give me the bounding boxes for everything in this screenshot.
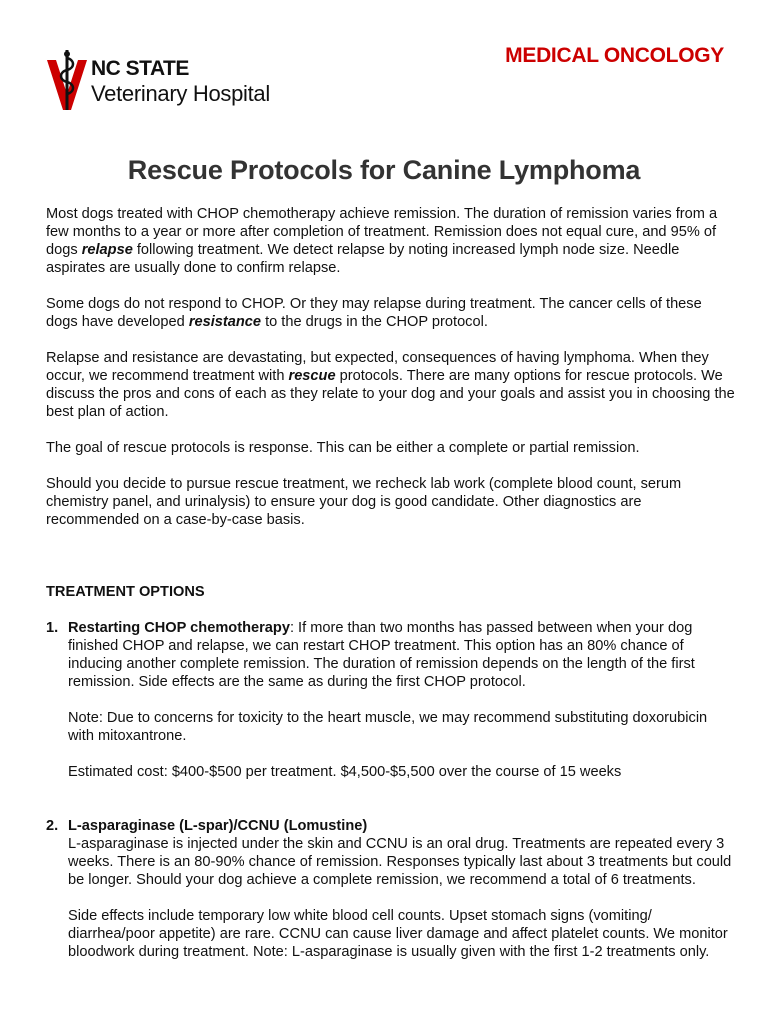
paragraph-relapse: Most dogs treated with CHOP chemotherapy achieve remission. The duration of remission varies from a few months to a year or more after completion of treatment. Remission does not equal cure, and 95% of dogs relapse following treatment. We detect relapse by noting increased lymph node size. Needle aspirates are usually done to confirm relapse. [46, 206, 718, 276]
emphasis-relapse: relapse [81, 242, 133, 258]
section-heading-treatment-options: TREATMENT OPTIONS [46, 584, 205, 600]
paragraph-rescue: Relapse and resistance are devastating, but expected, consequences of having lymphoma. When they occur, we recommend treatment with rescue protocols. There are many options for rescue protocols. We discuss the pros and cons of each as they relate to your dog and your goals and assist you in choosing the best plan of action. [46, 350, 735, 420]
emphasis-resistance: resistance [188, 314, 262, 330]
paragraph-recheck: Should you decide to pursue rescue treatment, we recheck lab work (complete blood count, serum chemistry panel, and urinalysis) to ensure your dog is good candidate. Other diagnostics are recommended on a case-by-case basis. [46, 476, 682, 528]
department-label: MEDICAL ONCOLOGY [505, 44, 724, 67]
treatment-item-2 [46, 817, 736, 961]
page-title: Rescue Protocols for Canine Lymphoma [127, 155, 641, 185]
treatment-2-description: L-asparaginase is injected under the skin and CCNU is an oral drug. Treatments are repeated every 3 weeks. There is an 80-90% chance of remission. Responses typically last about 3 treatments but could be longer. Should your dog achieve a complete remission, we recommend a total of 6 treatments. [68, 836, 732, 888]
treatment-1-note: Note: Due to concerns for toxicity to the heart muscle, we may recommend substituting doxorubicin with mitoxantrone. [68, 710, 708, 744]
list-number: 1. [46, 620, 59, 636]
paragraph-resistance: Some dogs do not respond to CHOP. Or they may relapse during treatment. The cancer cells of these dogs have developed resistance to the drugs in the CHOP protocol. [46, 296, 702, 330]
treatment-1-description: Restarting CHOP chemotherapy: If more than two months has passed between when your dog finished CHOP and relapse, we can restart CHOP treatment. This option has an 80% chance of inducing another complete remission. The duration of remission depends on the length of the first remission. Side effects are the same as during the first CHOP protocol. [68, 620, 695, 690]
logo-nc-state: NC STATE [91, 57, 189, 80]
logo-veterinary-hospital: Veterinary Hospital [91, 81, 270, 106]
paragraph-goal: The goal of rescue protocols is response. This can be either a complete or partial remission. [46, 440, 640, 456]
hospital-logo [45, 50, 285, 112]
emphasis-rescue: rescue [288, 368, 336, 384]
treatment-2-side-effects: Side effects include temporary low white blood cell counts. Upset stomach signs (vomiting/ diarrhea/poor appetite) are rare. CCNU can cause liver damage and affect platelet counts. We monitor bloodwork during treatment. Note: L-asparaginase is usually given with the first 1-2 treatments only. [68, 908, 728, 960]
list-number: 2. [46, 818, 59, 834]
treatment-1-title: Restarting CHOP chemotherapy [68, 620, 290, 636]
treatment-item-1 [46, 619, 736, 781]
treatment-2-title: L-asparaginase (L-spar)/CCNU (Lomustine) [68, 818, 368, 834]
caduceus-v-logo-icon [45, 50, 89, 112]
treatment-1-cost: Estimated cost: $400-$500 per treatment. $4,500-$5,500 over the course of 15 weeks [68, 764, 622, 780]
document-body [46, 205, 736, 979]
